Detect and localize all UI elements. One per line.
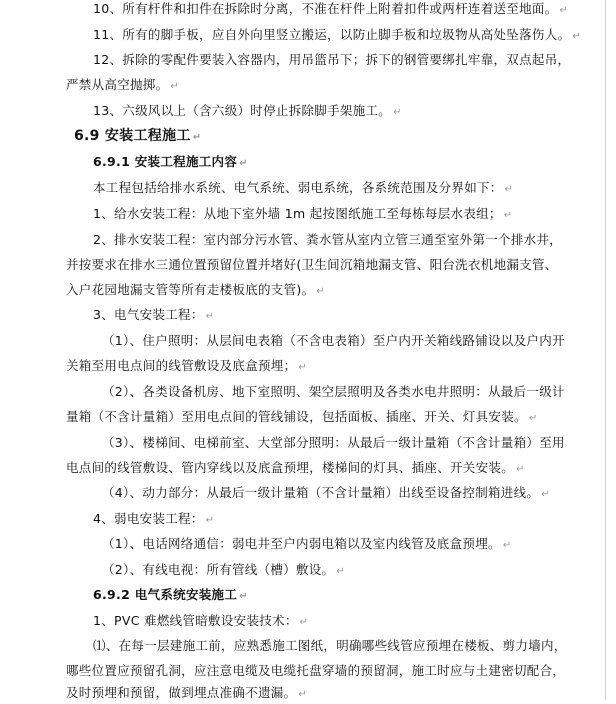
text-line: 12、拆除的零配件要装入容器内，用吊篮吊下；拆下的钢管要绑扎牢靠，双点起吊， [93, 52, 571, 67]
text-line: 1、PVC 难燃线管暗敷设安装技术： ↵ [93, 613, 309, 628]
page-border [605, 0, 606, 700]
text-line: 4、弱电安装工程： ↵ [93, 511, 215, 526]
text-line: 2、排水安装工程：室内部分污水管、粪水管从室内立管三通至室外第一个排水井， [93, 232, 563, 247]
text-line: 入户花园地漏支管等所有走楼板底的支管)。 ↵ [66, 282, 326, 297]
text-line: （1）、电话网络通信：弱电井至户内弱电箱以及室内线管及底盒预埋。 ↵ [102, 536, 512, 551]
subsection-heading: 6.9.1 安装工程施工内容 ↵ [93, 154, 248, 169]
text-line: 关箱至用电点间的线管敷设及底盒预埋； ↵ [66, 358, 308, 373]
text-line: （2）、各类设备机房、地下室照明、架空层照明及各类水电井照明：从最后一级计 [102, 384, 565, 399]
text-line: 13、六级风以上（含六级）时停止拆除脚手架施工。 ↵ [93, 103, 402, 118]
text-line: 哪些位置应预留孔洞，应注意电缆及电缆托盘穿墙的预留洞，施工时应与土建密切配合， [66, 663, 566, 678]
text-line: 10、所有杆件和扣件在拆除时分离，不准在杆件上附着扣件或两杆连着送至地面。 ↵ [93, 1, 569, 16]
subsection-heading: 6.9.2 电气系统安装施工 ↵ [93, 587, 248, 602]
section-heading: 6.9 安装工程施工 ↵ [74, 128, 202, 144]
text-line: 并按要求在排水三通位置预留位置并堵好(卫生间沉箱地漏支管、阳台洗衣机地漏支管、 [66, 257, 558, 272]
text-line: ⑴、在每一层建施工前，应熟悉施工图纸，明确哪些线管应预埋在楼板、剪力墙内， [93, 638, 567, 653]
text-line: 11、所有的脚手板，应自外向里竖立搬运，以防止脚手板和垃圾物从高处坠落伤人。 ↵ [93, 27, 581, 42]
text-line: （2）、有线电视：所有管线（槽）敷设。 ↵ [102, 562, 346, 577]
text-line: 3、电气安装工程： ↵ [93, 307, 215, 322]
text-line: 1、给水安装工程：从地下室外墙 1m 起按图纸施工至每栋每层水表组； ↵ [93, 206, 513, 221]
text-line: （3）、楼梯间、电梯前室、大堂部分照明：从最后一级计量箱（不含计量箱）至用 [102, 435, 565, 450]
text-line: （4）、动力部分：从最后一级计量箱（不含计量箱）出线至设备控制箱进线。 ↵ [102, 485, 550, 500]
text-line: 电点间的线管敷设、管内穿线以及底盒预埋，楼梯间的灯具、插座、开关安装。 ↵ [66, 460, 525, 475]
text-line: 量箱（不含计量箱）至用电点间的管线铺设，包括面板、插座、开关、灯具安装。 ↵ [66, 409, 538, 424]
text-line: 本工程包括给排水系统、电气系统、弱电系统，各系统范围及分界如下： ↵ [93, 180, 514, 195]
text-line: （1）、住户照明：从层间电表箱（不含电表箱）至户内开关箱线路铺设以及户内开 [102, 333, 565, 348]
text-line: 严禁从高空抛掷。 ↵ [66, 77, 180, 92]
text-line: 及时预埋和预留，做到埋点准确不遗漏。 ↵ [66, 685, 308, 700]
